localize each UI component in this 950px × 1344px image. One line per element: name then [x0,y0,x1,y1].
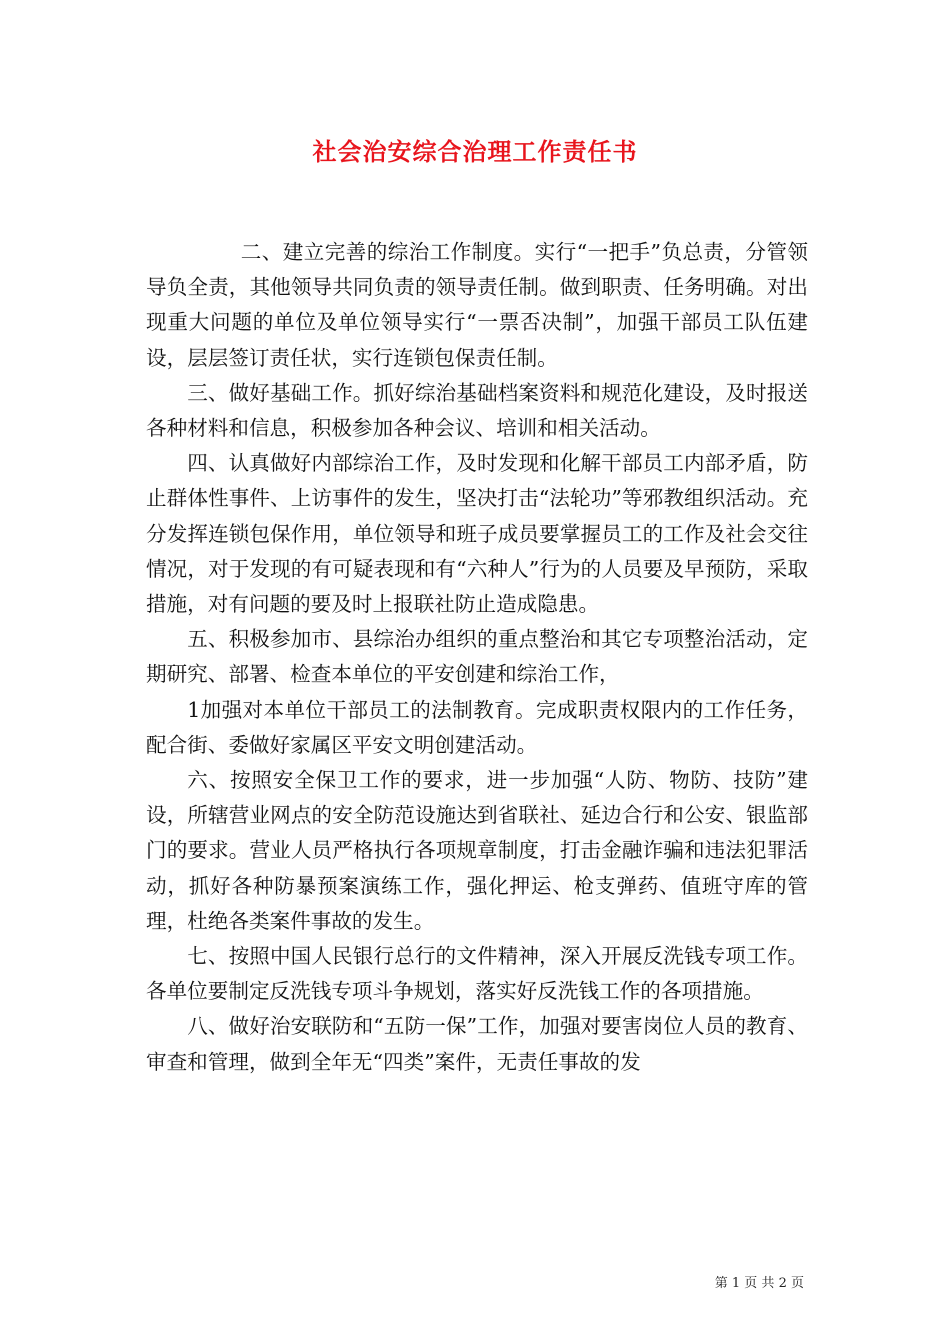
paragraph-5-special-campaigns: 五、积极参加市、县综治办组织的重点整治和其它专项整治活动，定期研究、部署、检查本单位的平安创建和综治工作， [146,627,808,687]
document-title: 社会治安综合治理工作责任书 [312,137,638,166]
page-footer [715,1272,804,1291]
footer-total-pages: 2 [778,1276,787,1291]
paragraph-5-1-legal-education: 1加强对本单位干部员工的法制教育。完成职责权限内的工作任务，配合街、委做好家属区平安文明创建活动。 [146,697,808,757]
footer-end-label: 页 [790,1276,804,1291]
footer-mid-label: 页 共 [744,1276,775,1291]
paragraph-3-basic-work: 三、做好基础工作。抓好综治基础档案资料和规范化建设，及时报送各种材料和信息，积极参加各种会议、培训和相关活动。 [146,380,808,441]
footer-page-label: 第 [714,1276,728,1291]
footer-current-page: 1 [731,1276,741,1291]
paragraph-6-security: 六、按照安全保卫工作的要求，进一步加强“人防、物防、技防”建设，所辖营业网点的安全防范设施达到省联社、延边合行和公安、银监部门的要求。营业人员严格执行各项规章制度，打击金融诈骗和违法犯罪活动，抓好各种防暴预案演练工作，强化押运、枪支弹药、值班守库的管理，杜绝各类案件事故的发生。 [146,768,808,933]
paragraph-7-anti-money-laundering: 七、按照中国人民银行总行的文件精神，深入开展反洗钱专项工作。各单位要制定反洗钱专项斗争规划，落实好反洗钱工作的各项措施。 [146,944,808,1004]
paragraph-2-work-system: 二、建立完善的综治工作制度。实行“一把手”负总责，分管领导负全责，其他领导共同负责的领导责任制。做到职责、任务明确。对出现重大问题的单位及单位领导实行“一票否决制”，加强干部员工队伍建设，层层签订责任状，实行连锁包保责任制。 [146,240,808,370]
paragraph-4-internal-work: 四、认真做好内部综治工作，及时发现和化解干部员工内部矛盾，防止群体性事件、上访事件的发生，坚决打击“法轮功”等邪教组织活动。充分发挥连锁包保作用，单位领导和班子成员要掌握员工的工作及社会交往情况，对于发现的有可疑表现和有“六种人”行为的人员要及早预防，采取措施，对有问题的要及时上报联社防止造成隐患。 [146,451,808,617]
paragraph-8-joint-defense: 八、做好治安联防和“五防一保”工作，加强对要害岗位人员的教育、审查和管理，做到全年无“四类”案件，无责任事故的发 [146,1014,808,1074]
document-body [146,235,808,1080]
